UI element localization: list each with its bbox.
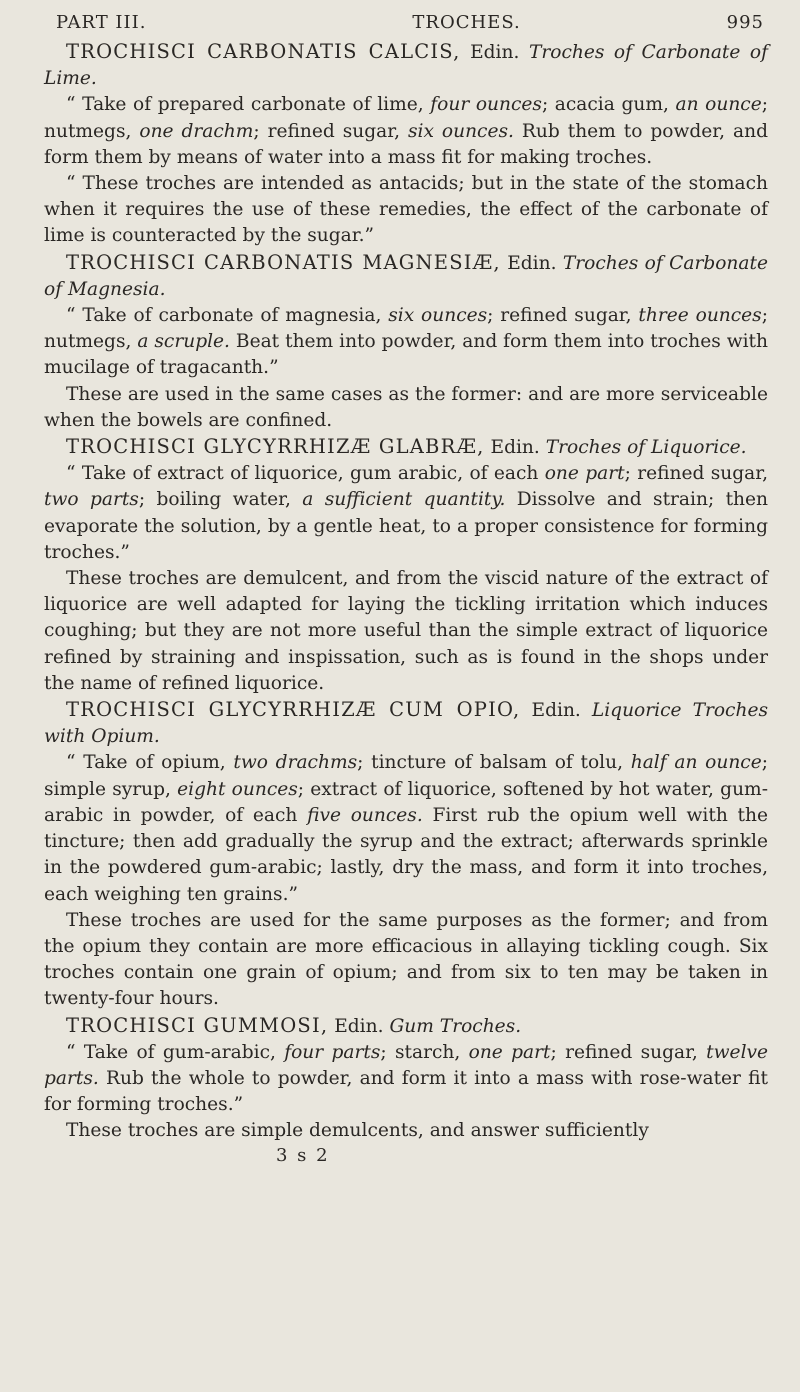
- note-paragraph: These troches are used for the same purposes as the former; and from the opium they contain are more efficacious in allaying tickling cough. Six troches contain one grain of opium; and from six to ten may be taken in twenty-four hours.: [44, 909, 768, 1010]
- recipe-paragraph: [44, 750, 768, 907]
- entry-name: TROCHISCI GLYCYRRHIZÆ CUM OPIO,: [66, 698, 521, 722]
- recipe-text: ; refined sugar,: [624, 463, 768, 485]
- note-paragraph: These are used in the same cases as the former: and are more serviceable when the bowels are confined.: [44, 383, 768, 431]
- entry-english-name: Liquorice Troches with Opium.: [44, 700, 768, 748]
- part-label: PART III.: [56, 12, 147, 33]
- recipe-text: ; tincture of balsam of tolu,: [357, 752, 631, 774]
- entry-english-name: Gum Troches.: [389, 1015, 522, 1037]
- recipe-quantity: one part: [544, 463, 625, 485]
- entry-heading: [44, 39, 768, 92]
- recipe-quantity: a scruple.: [137, 331, 230, 353]
- entry-english-name: Troches of Carbonate of Magnesia.: [44, 252, 768, 300]
- recipe-text: “ Take of opium,: [66, 752, 234, 774]
- recipe-quantity: six ounces: [388, 305, 488, 327]
- recipe-quantity: one part: [468, 1041, 551, 1063]
- recipe-quantity: half an ounce: [630, 752, 762, 774]
- recipe-text: Beat them into powder, and form them into troches with mucilage of tragacanth.”: [44, 331, 768, 379]
- recipe-text: Rub them to powder, and form them by means of water into a mass fit for making troches.: [44, 120, 768, 168]
- recipe-quantity: six ounces.: [407, 120, 514, 142]
- entry-source: Edin.: [470, 42, 520, 63]
- recipe-text: ; nutmegs,: [44, 94, 768, 142]
- entry-name: TROCHISCI GLYCYRRHIZÆ GLABRÆ,: [66, 435, 485, 459]
- recipe-text: “ Take of prepared carbonate of lime,: [66, 94, 431, 116]
- recipe-text: ; starch,: [380, 1041, 469, 1063]
- entry-english-name: Troches of Liquorice.: [545, 437, 747, 459]
- recipe-quantity: twelve parts.: [44, 1041, 769, 1089]
- recipe-text: Dissolve and strain; then evaporate the solution, by a gentle heat, to a proper consistence for forming troches.”: [44, 489, 769, 563]
- recipe-quantity: one drachm: [139, 120, 254, 142]
- recipe-paragraph: [44, 303, 768, 382]
- recipe-text: ; acacia gum,: [541, 94, 676, 116]
- entry-english-name: Troches of Carbonate of Lime.: [44, 42, 769, 90]
- recipe-text: ; refined sugar,: [487, 305, 639, 327]
- entry-name: TROCHISCI GUMMOSI,: [66, 1013, 329, 1037]
- recipe-quantity: five ounces.: [307, 804, 423, 826]
- running-header: [44, 12, 768, 33]
- note-paragraph: “ These troches are intended as antacids; but in the state of the stomach when it requires the use of these remedies, the effect of the carbonate of lime is counteracted by the sugar.”: [44, 173, 768, 247]
- running-title: TROCHES.: [412, 12, 521, 33]
- recipe-text: ; refined sugar,: [253, 120, 408, 142]
- entry-heading: [44, 1013, 768, 1040]
- recipe-text: “ Take of gum-arabic,: [66, 1041, 285, 1063]
- entry-source: Edin.: [531, 700, 581, 722]
- recipe-paragraph: [44, 1040, 768, 1119]
- entry-name: TROCHISCI CARBONATIS CALCIS,: [66, 40, 461, 63]
- entry-heading: [44, 697, 768, 750]
- note-paragraph: These troches are simple demulcents, and answer sufficiently: [66, 1120, 649, 1142]
- entry-source: Edin.: [507, 252, 557, 274]
- entry-heading: [44, 250, 768, 303]
- recipe-quantity: eight ounces: [177, 778, 298, 800]
- recipe-text: First rub the opium well with the tincture; then add gradually the syrup and the extract; afterwards sprinkle in the powdered gum-arabic; lastly, dry the mass, and form it into troches, each weighing ten grains.”: [44, 804, 768, 905]
- entry-source: Edin.: [334, 1015, 384, 1037]
- signature-mark: 3 s 2: [276, 1144, 330, 1166]
- recipe-quantity: three ounces: [638, 305, 762, 327]
- recipe-text: ; refined sugar,: [550, 1041, 707, 1063]
- recipe-quantity: two parts: [44, 489, 139, 511]
- entry-name: TROCHISCI CARBONATIS MAGNESIÆ,: [66, 250, 501, 274]
- recipe-quantity: two drachms: [233, 752, 358, 774]
- recipe-paragraph: [44, 92, 768, 171]
- recipe-paragraph: [44, 461, 768, 566]
- recipe-text: ; simple syrup,: [44, 752, 768, 800]
- recipe-quantity: an ounce: [675, 94, 762, 116]
- recipe-quantity: a sufficient quantity.: [302, 489, 506, 511]
- recipe-text: ; extract of liquorice, softened by hot water, gum-arabic in powder, of each: [44, 778, 768, 826]
- entry-source: Edin.: [490, 437, 540, 459]
- recipe-quantity: four parts: [284, 1041, 381, 1063]
- recipe-text: “ Take of carbonate of magnesia,: [66, 305, 389, 327]
- recipe-quantity: four ounces: [430, 94, 542, 116]
- note-paragraph: These troches are demulcent, and from the viscid nature of the extract of liquorice are well adapted for laying the tickling irritation which induces coughing; but they are not more useful than the simple extract of liquorice refined by straining and inspissation, such as is found in the shops under the name of refined liquorice.: [44, 568, 768, 694]
- recipe-text: ; boiling water,: [138, 489, 303, 511]
- page-number: 995: [726, 12, 764, 33]
- recipe-text: Rub the whole to powder, and form it into a mass with rose-water fit for forming troches.”: [44, 1067, 768, 1116]
- entry-heading: [44, 434, 768, 461]
- recipe-text: ; nutmegs,: [44, 305, 768, 353]
- recipe-text: “ Take of extract of liquorice, gum arabic, of each: [66, 463, 545, 485]
